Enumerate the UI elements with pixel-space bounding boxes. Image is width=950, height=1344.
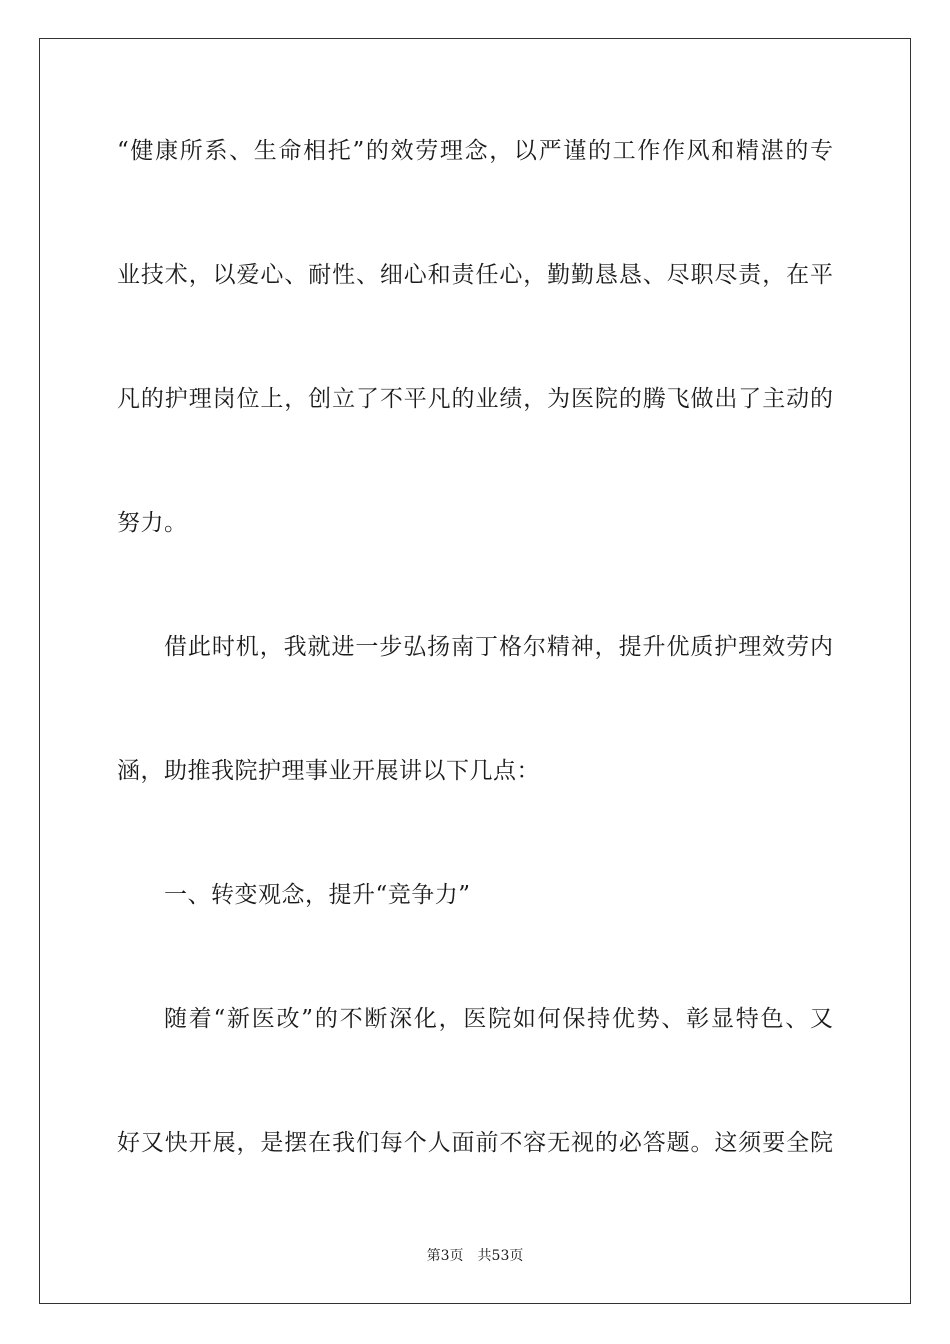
page-footer	[0, 1247, 950, 1265]
page-border	[39, 38, 911, 1304]
page-total: 共53页	[477, 1248, 524, 1264]
paragraph-line: 凡的护理岗位上，创立了不平凡的业绩，为医院的腾飞做出了主动的	[117, 386, 833, 412]
paragraph-line: 涵，助推我院护理事业开展讲以下几点：	[117, 758, 540, 784]
paragraph-line: 业技术，以爱心、耐性、细心和责任心，勤勤恳恳、尽职尽责，在平	[117, 262, 833, 288]
page-number: 第3页	[426, 1248, 464, 1264]
paragraph-line: 随着“新医改”的不断深化，医院如何保持优势、彰显特色、又	[164, 1006, 833, 1032]
paragraph-line: 好又快开展，是摆在我们每个人面前不容无视的必答题。这须要全院	[117, 1130, 833, 1156]
paragraph-line: “健康所系、生命相托”的效劳理念，以严谨的工作作风和精湛的专	[117, 138, 833, 164]
section-heading: 一、转变观念，提升“竞争力”	[164, 882, 471, 908]
paragraph-line: 努力。	[117, 510, 188, 536]
paragraph-line: 借此时机，我就进一步弘扬南丁格尔精神，提升优质护理效劳内	[164, 634, 833, 660]
